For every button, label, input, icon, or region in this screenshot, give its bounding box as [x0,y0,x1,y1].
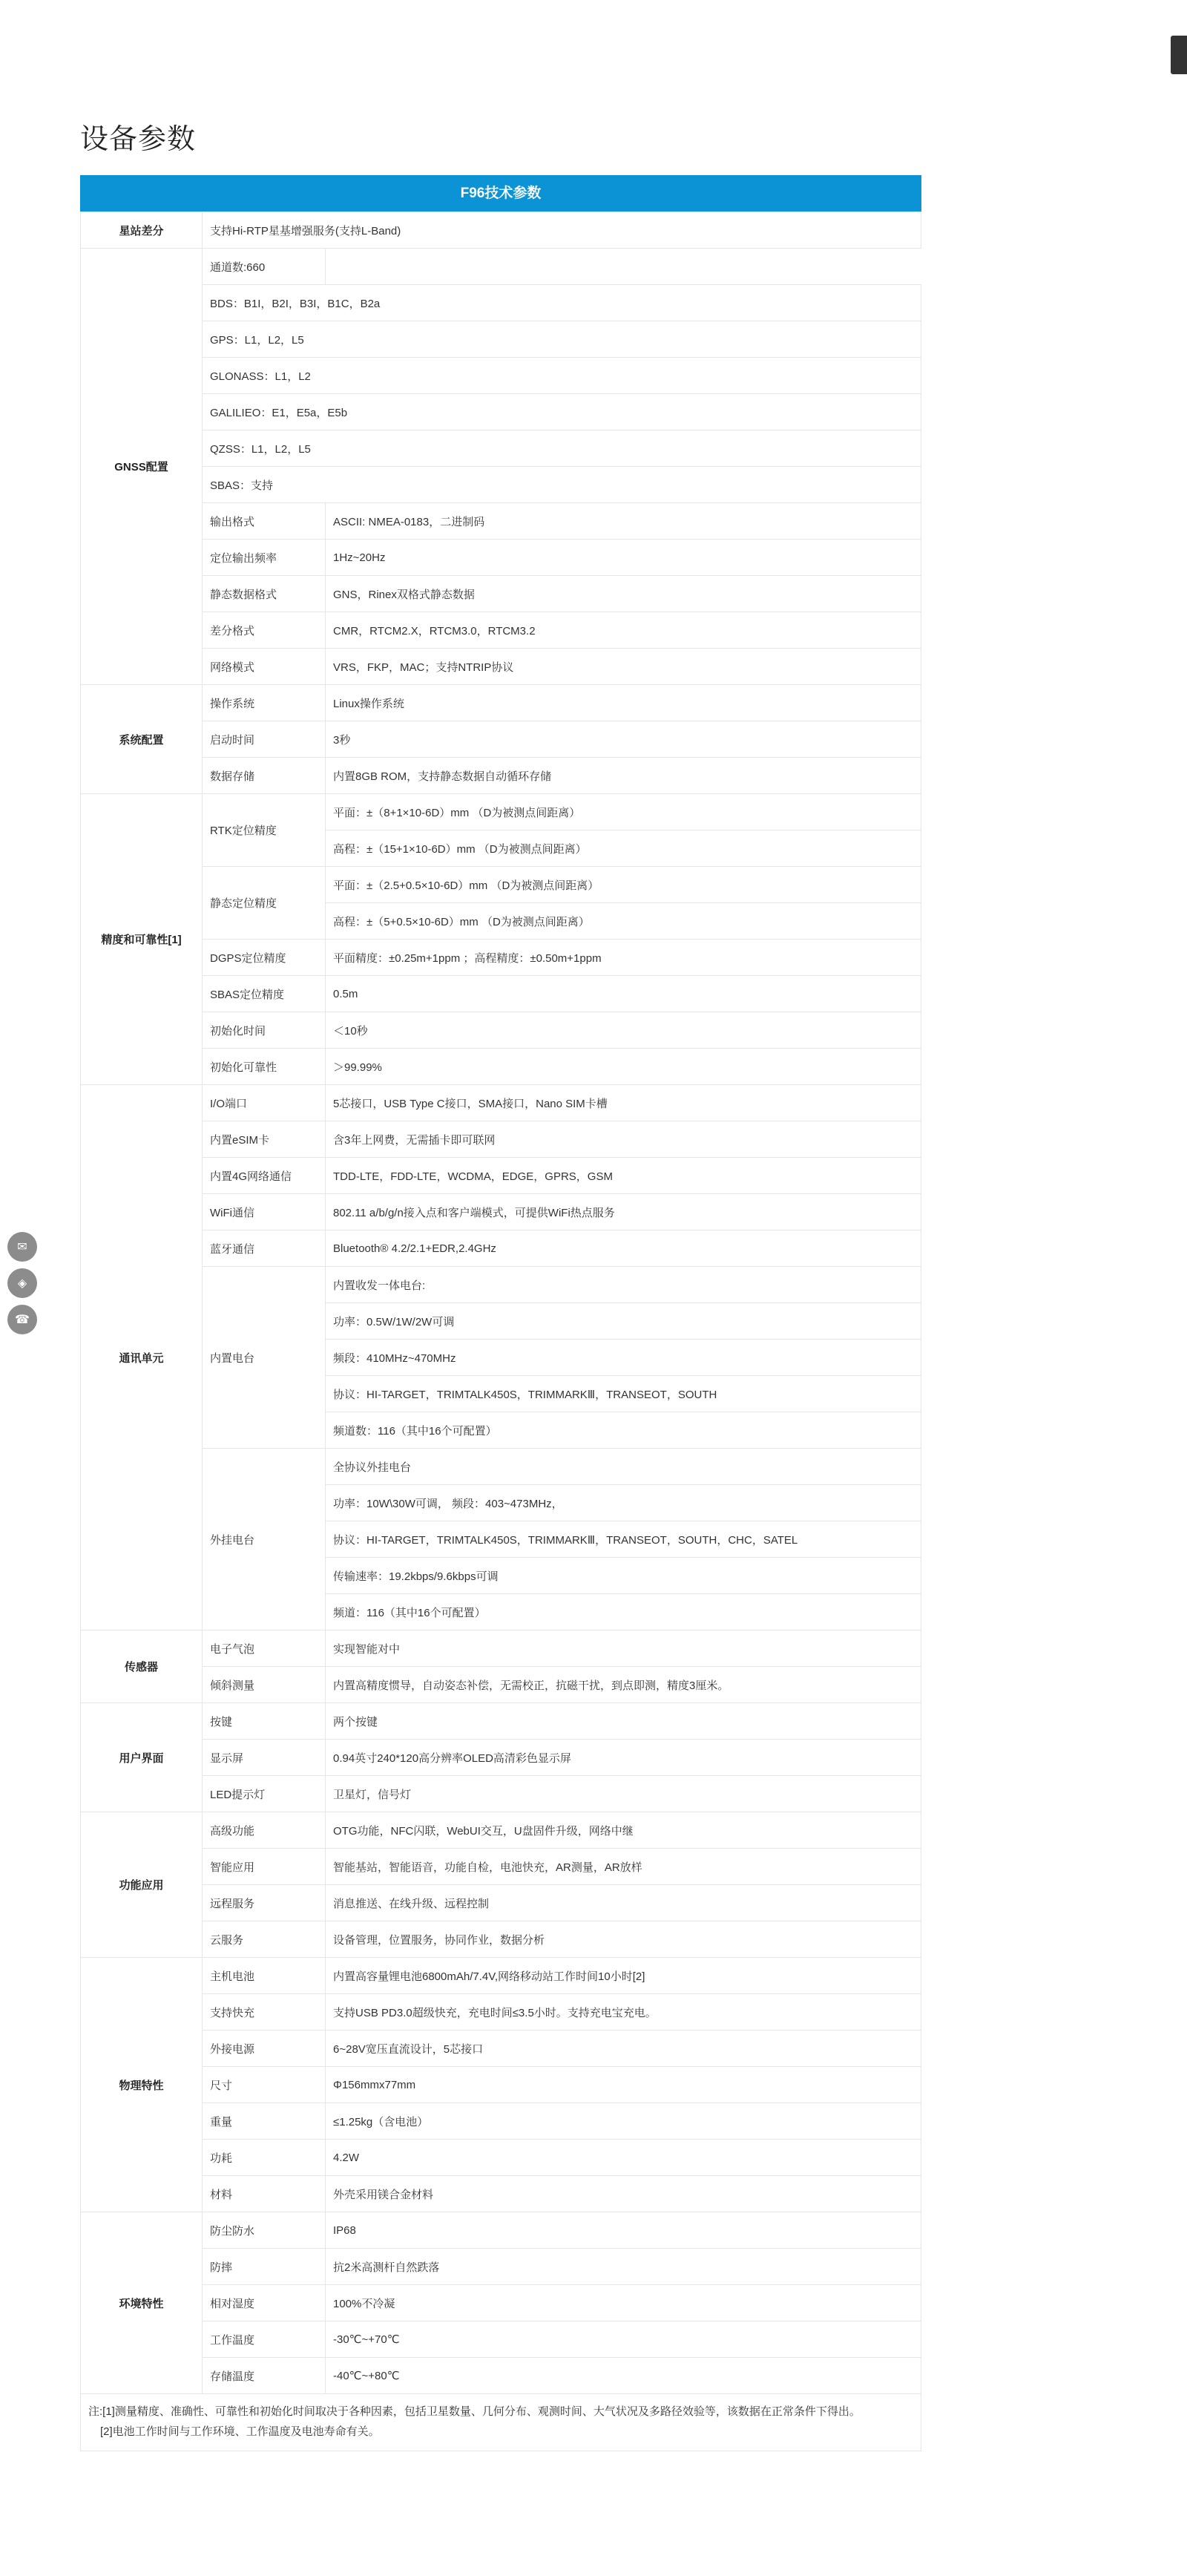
subcategory-cell: 操作系统 [203,685,326,721]
table-row [81,2140,921,2176]
subcategory-cell: 按键 [203,1703,326,1740]
subcategory-cell: 内置4G网络通信 [203,1158,326,1194]
value-cell: 内置高容量锂电池6800mAh/7.4V,网络移动站工作时间10小时[2] [326,1958,921,1994]
subcategory-cell: 重量 [203,2103,326,2140]
category-cell: 系统配置 [81,685,203,794]
subcategory-cell: 尺寸 [203,2067,326,2103]
value-cell: Bluetooth® 4.2/2.1+EDR,2.4GHz [326,1230,921,1267]
value-cell: 支持Hi-RTP星基增强服务(支持L-Band) [203,212,921,249]
subcategory-cell: 主机电池 [203,1958,326,1994]
table-row [81,1085,921,1121]
subcategory-cell: WiFi通信 [203,1194,326,1230]
value-cell: 6~28V宽压直流设计，5芯接口 [326,2031,921,2067]
spec-table-container [80,175,921,2451]
table-row [81,2285,921,2321]
table-row [81,1885,921,1921]
value-cell: VRS，FKP，MAC；支持NTRIP协议 [326,649,921,685]
value-cell: 内置8GB ROM，支持静态数据自动循环存储 [326,758,921,794]
value-cell: 两个按键 [326,1703,921,1740]
category-cell: 星站差分 [81,212,203,249]
value-cell: SBAS：支持 [203,467,921,503]
subcategory-cell: 静态数据格式 [203,576,326,612]
category-cell: GNSS配置 [81,249,203,685]
subcategory-cell: 显示屏 [203,1740,326,1776]
value-cell: 平面：±（8+1×10-6D）mm （D为被测点间距离） [326,794,921,830]
subcategory-cell: 数据存储 [203,758,326,794]
table-row [81,1703,921,1740]
page-title: 设备参数 [80,124,197,155]
table-row [81,2321,921,2358]
value-cell: QZSS：L1，L2，L5 [203,430,921,467]
value-cell: 频道：116（其中16个可配置） [326,1594,921,1631]
table-title: F96技术参数 [80,175,921,212]
value-cell: 平面：±（2.5+0.5×10-6D）mm （D为被测点间距离） [326,867,921,903]
subcategory-cell: 外挂电台 [203,1449,326,1631]
value-cell: 智能基站，智能语音，功能自检，电池快充，AR测量，AR放样 [326,1849,921,1885]
subcategory-cell: 输出格式 [203,503,326,540]
category-cell: 传感器 [81,1631,203,1703]
tag-icon[interactable] [7,1268,37,1298]
table-row [81,2031,921,2067]
table-row [81,394,921,430]
value-cell: 协议：HI-TARGET，TRIMTALK450S，TRIMMARKⅢ，TRANSEOT，SOUTH，CHC，SATEL [326,1521,921,1558]
table-row [81,2358,921,2394]
table-row [81,212,921,249]
support-icon-glyph: ☎ [15,1314,30,1326]
table-row [81,867,921,903]
value-cell: BDS：B1I，B2I，B3I，B1C，B2a [203,285,921,321]
subcategory-cell: 外接电源 [203,2031,326,2067]
subcategory-cell: 高级功能 [203,1812,326,1849]
value-cell: 频段：410MHz~470MHz [326,1340,921,1376]
subcategory-cell: 内置eSIM卡 [203,1121,326,1158]
subcategory-cell: 内置电台 [203,1267,326,1449]
side-tab[interactable] [1171,36,1187,74]
value-cell: 100%不冷凝 [326,2285,921,2321]
table-row [81,2176,921,2212]
value-cell: 抗2米高测杆自然跌落 [326,2249,921,2285]
table-row [81,2249,921,2285]
footnotes [80,2394,921,2451]
subcategory-cell: 初始化可靠性 [203,1049,326,1085]
subcategory-cell: 定位输出频率 [203,540,326,576]
subcategory-cell: 防尘防水 [203,2212,326,2249]
floating-toolbar [7,1232,39,1341]
subcategory-cell: RTK定位精度 [203,794,326,867]
value-cell: IP68 [326,2212,921,2249]
value-cell: 含3年上网费，无需插卡即可联网 [326,1121,921,1158]
category-cell: 功能应用 [81,1812,203,1958]
value-cell: 4.2W [326,2140,921,2176]
value-cell: 0.94英寸240*120高分辨率OLED高清彩色显示屏 [326,1740,921,1776]
chat-icon-glyph: ✉ [17,1241,27,1253]
subcategory-cell: LED提示灯 [203,1776,326,1812]
value-cell: 支持USB PD3.0超级快充，充电时间≤3.5小时。支持充电宝充电。 [326,1994,921,2031]
value-cell: 1Hz~20Hz [326,540,921,576]
subcategory-cell: 蓝牙通信 [203,1230,326,1267]
value-cell: ＜10秒 [326,1012,921,1049]
category-cell: 精度和可靠性[1] [81,794,203,1085]
value-cell: 通道数:660 [203,249,326,285]
table-row [81,1921,921,1958]
subcategory-cell: DGPS定位精度 [203,940,326,976]
value-cell: CMR，RTCM2.X，RTCM3.0，RTCM3.2 [326,612,921,649]
table-row [81,1267,921,1303]
subcategory-cell: 电子气泡 [203,1631,326,1667]
value-cell: 平面精度：±0.25m+1ppm ；高程精度：±0.50m+1ppm [326,940,921,976]
value-cell: 内置收发一体电台: [326,1267,921,1303]
value-cell: 3秒 [326,721,921,758]
subcategory-cell: I/O端口 [203,1085,326,1121]
value-cell: Linux操作系统 [326,685,921,721]
subcategory-cell: SBAS定位精度 [203,976,326,1012]
table-row [81,430,921,467]
table-row [81,976,921,1012]
subcategory-cell: 智能应用 [203,1849,326,1885]
table-row [81,358,921,394]
table-row [81,1631,921,1667]
value-cell: GLONASS：L1，L2 [203,358,921,394]
category-cell: 用户界面 [81,1703,203,1812]
category-cell: 物理特性 [81,1958,203,2212]
value-cell: -40℃~+80℃ [326,2358,921,2394]
value-cell: TDD-LTE，FDD-LTE，WCDMA，EDGE，GPRS，GSM [326,1158,921,1194]
value-cell: GALILIEO：E1，E5a，E5b [203,394,921,430]
value-cell: OTG功能，NFC闪联，WebUI交互，U盘固件升级，网络中继 [326,1812,921,1849]
table-row [81,1049,921,1085]
footnote-2: [2]电池工作时间与工作环境、工作温度及电池寿命有关。 [100,2425,380,2438]
table-row [81,1849,921,1885]
subcategory-cell: 工作温度 [203,2321,326,2358]
tag-icon-glyph: ◈ [17,1277,27,1290]
value-cell: 高程：±（5+0.5×10-6D）mm （D为被测点间距离） [326,903,921,940]
value-cell: GNS，Rinex双格式静态数据 [326,576,921,612]
table-row [81,2212,921,2249]
table-row [81,1740,921,1776]
table-row [81,467,921,503]
subcategory-cell: 网络模式 [203,649,326,685]
subcategory-cell: 远程服务 [203,1885,326,1921]
value-cell: 卫星灯，信号灯 [326,1776,921,1812]
subcategory-cell: 云服务 [203,1921,326,1958]
subcategory-cell: 倾斜测量 [203,1667,326,1703]
table-row [81,1012,921,1049]
table-row [81,1194,921,1230]
table-row [81,1121,921,1158]
value-cell: 全协议外挂电台 [326,1449,921,1485]
table-row [81,2067,921,2103]
value-cell: -30℃~+70℃ [326,2321,921,2358]
table-row [81,1449,921,1485]
spec-table [80,212,921,2394]
table-row [81,503,921,540]
value-cell: 5芯接口，USB Type C接口，SMA接口，Nano SIM卡槽 [326,1085,921,1121]
value-cell: 传输速率：19.2kbps/9.6kbps可调 [326,1558,921,1594]
table-row [81,1958,921,1994]
table-row [81,2103,921,2140]
value-cell: 外壳采用镁合金材料 [326,2176,921,2212]
subcategory-cell: 差分格式 [203,612,326,649]
value-cell: 频道数：116（其中16个可配置） [326,1412,921,1449]
subcategory-cell: 静态定位精度 [203,867,326,940]
value-cell: 功率：0.5W/1W/2W可调 [326,1303,921,1340]
subcategory-cell: 初始化时间 [203,1012,326,1049]
subcategory-cell: 支持快充 [203,1994,326,2031]
table-row [81,940,921,976]
chat-icon[interactable] [7,1232,37,1262]
value-cell: 实现智能对中 [326,1631,921,1667]
value-cell: 高程：±（15+1×10-6D）mm （D为被测点间距离） [326,830,921,867]
subcategory-cell: 存储温度 [203,2358,326,2394]
table-row [81,612,921,649]
table-row [81,1994,921,2031]
footnote-1: 注:[1]测量精度、准确性、可靠性和初始化时间取决于各种因素，包括卫星数量、几何分布、观测时间、大气状况及多路径效验等，该数据在正常条件下得出。 [88,2405,861,2418]
table-row [81,576,921,612]
value-cell: ≤1.25kg（含电池） [326,2103,921,2140]
table-row [81,649,921,685]
table-row [81,685,921,721]
table-row [81,1812,921,1849]
value-cell: GPS：L1，L2，L5 [203,321,921,358]
value-cell: 802.11 a/b/g/n接入点和客户端模式，可提供WiFi热点服务 [326,1194,921,1230]
subcategory-cell: 功耗 [203,2140,326,2176]
value-cell: 消息推送、在线升级、远程控制 [326,1885,921,1921]
table-row [81,321,921,358]
value-cell: 0.5m [326,976,921,1012]
value-cell: Φ156mmx77mm [326,2067,921,2103]
value-cell: 功率：10W\30W可调， 频段：403~473MHz， [326,1485,921,1521]
category-cell: 通讯单元 [81,1085,203,1631]
value-cell: 内置高精度惯导，自动姿态补偿，无需校正，抗磁干扰，到点即测，精度3厘米。 [326,1667,921,1703]
category-cell: 环境特性 [81,2212,203,2394]
table-row [81,721,921,758]
value-cell: ＞99.99% [326,1049,921,1085]
subcategory-cell: 相对湿度 [203,2285,326,2321]
table-row [81,285,921,321]
table-row [81,249,921,285]
table-row [81,540,921,576]
table-row [81,1158,921,1194]
value-cell: 协议：HI-TARGET，TRIMTALK450S，TRIMMARKⅢ，TRANSEOT，SOUTH [326,1376,921,1412]
subcategory-cell: 材料 [203,2176,326,2212]
support-icon[interactable] [7,1305,37,1334]
subcategory-cell: 防摔 [203,2249,326,2285]
value-cell: ASCII: NMEA-0183，二进制码 [326,503,921,540]
table-row [81,794,921,830]
value-cell: 设备管理，位置服务，协同作业，数据分析 [326,1921,921,1958]
table-row [81,1230,921,1267]
table-row [81,1776,921,1812]
table-row [81,1667,921,1703]
subcategory-cell: 启动时间 [203,721,326,758]
table-row [81,758,921,794]
